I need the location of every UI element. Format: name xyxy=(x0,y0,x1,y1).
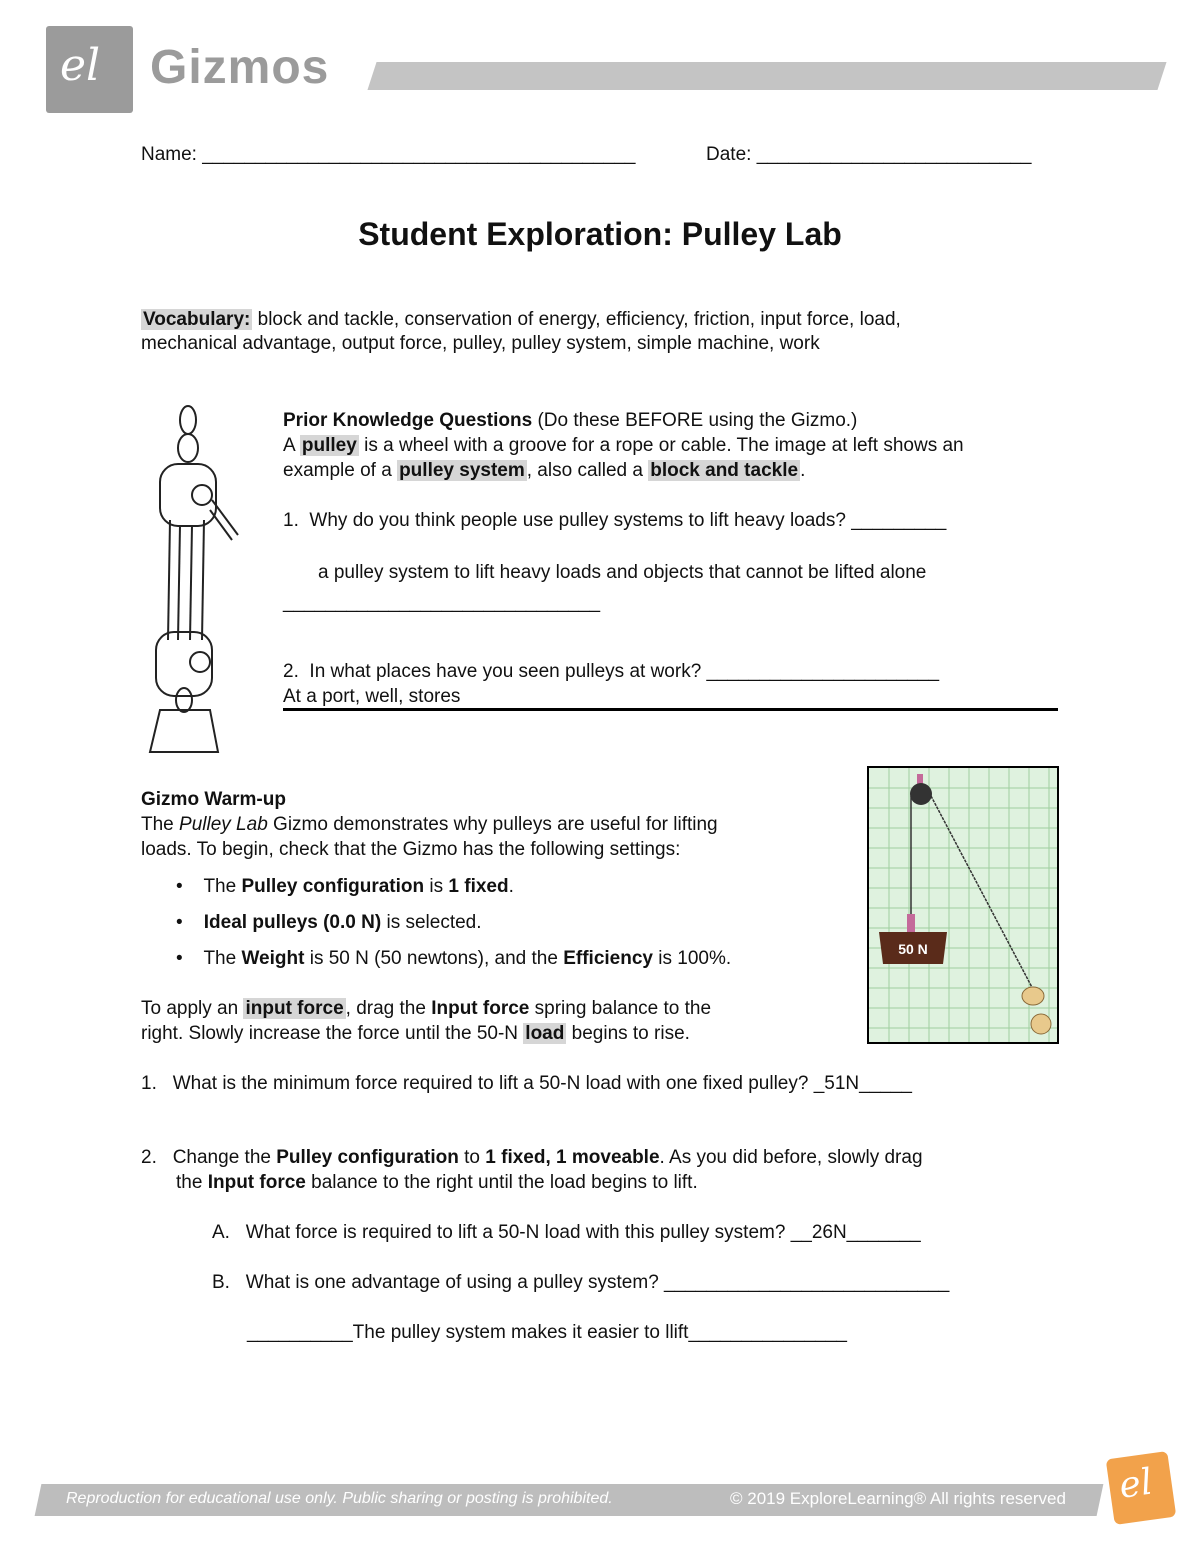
warmup-text: begins to rise. xyxy=(571,1023,690,1044)
warmup-apply-line-1 xyxy=(141,996,711,1021)
prior-question-2 xyxy=(283,659,939,684)
bullet-text: is 50 N (50 newtons), and the xyxy=(309,948,558,969)
prior-paragraph-1 xyxy=(283,433,964,458)
question-text: What is the minimum force required to lift a 50-N load with one fixed pulley? _51N_____ xyxy=(172,1073,912,1094)
prior-paragraph-2 xyxy=(283,458,805,483)
warmup-text: right. Slowly increase the force until the 50-N xyxy=(141,1023,519,1044)
warmup-question-1 xyxy=(141,1071,912,1096)
term-input-force: input force xyxy=(245,998,344,1019)
warmup-text: , drag the xyxy=(345,998,426,1019)
question-bold: 1 fixed, 1 moveable xyxy=(485,1147,660,1168)
warmup-question-2a xyxy=(212,1220,921,1245)
bullet-bold: Ideal pulleys (0.0 N) xyxy=(203,912,382,933)
vocabulary-line-1 xyxy=(141,307,901,332)
question-text: In what places have you seen pulleys at work? ______________________ xyxy=(309,661,940,682)
warmup-line-1 xyxy=(141,812,718,837)
question-bold: Pulley configuration xyxy=(276,1147,459,1168)
gizmo-simulation-preview xyxy=(867,766,1059,1044)
term-pulley: pulley xyxy=(301,435,357,456)
prior-answer-1: a pulley system to lift heavy loads and objects that cannot be lifted alone xyxy=(318,562,927,583)
question-text: Why do you think people use pulley systems to lift heavy loads? _________ xyxy=(309,510,947,531)
prior-heading xyxy=(283,408,857,433)
bullet-icon: • xyxy=(176,912,183,933)
footer-disclaimer: Reproduction for educational use only. Public sharing or posting is prohibited. xyxy=(66,1490,613,1507)
warmup-bold: Input force xyxy=(431,998,530,1019)
warmup-line-2: loads. To begin, check that the Gizmo has the following settings: xyxy=(141,839,681,860)
vocabulary-text-1: block and tackle, conservation of energy, efficiency, friction, input force, load, xyxy=(257,309,901,330)
bullet-text: The xyxy=(203,876,237,897)
bullet-text: is 100%. xyxy=(658,948,732,969)
simulation-graphic xyxy=(869,768,1057,1042)
answer-rule xyxy=(283,708,1058,711)
term-load: load xyxy=(525,1023,565,1044)
warmup-text: To apply an xyxy=(141,998,239,1019)
question-text: the xyxy=(176,1172,203,1193)
warmup-heading xyxy=(141,787,286,812)
warmup-question-2-line-2 xyxy=(176,1170,698,1195)
warmup-question-2 xyxy=(141,1145,923,1170)
bullet-icon: • xyxy=(176,948,183,969)
bullet-text: The xyxy=(203,948,237,969)
prior-answer-2: At a port, well, stores xyxy=(283,686,461,707)
logo-glyph: el xyxy=(60,40,101,91)
name-field xyxy=(141,142,636,167)
warmup-text: Gizmo demonstrates why pulleys are useful for lifting xyxy=(273,814,718,835)
bullet-bold: Pulley configuration xyxy=(241,876,425,897)
weight-label: 50 N xyxy=(898,941,928,957)
question-number: 1. xyxy=(141,1073,157,1094)
question-text: What is one advantage of using a pulley system? ___________________________ xyxy=(245,1272,950,1293)
name-blank: _________________________________________ xyxy=(202,144,636,165)
bullet-bold: Efficiency xyxy=(563,948,653,969)
footer-copyright: © 2019 ExploreLearning® All rights reserved xyxy=(730,1489,1066,1508)
brand-name: Gizmos xyxy=(150,41,330,94)
question-number: 2. xyxy=(283,661,299,682)
gizmo-name: Pulley Lab xyxy=(179,814,268,835)
question-text: . As you did before, slowly drag xyxy=(659,1147,923,1168)
question-letter: B. xyxy=(212,1272,230,1293)
question-bold: Input force xyxy=(207,1172,306,1193)
vocabulary-text-2: mechanical advantage, output force, pulley, pulley system, simple machine, work xyxy=(141,333,820,354)
question-text: Change the xyxy=(172,1147,271,1168)
warmup-text: The xyxy=(141,814,174,835)
prior-text: , also called a xyxy=(526,460,643,481)
prior-heading-note: (Do these BEFORE using the Gizmo.) xyxy=(537,410,858,431)
question-text: to xyxy=(464,1147,480,1168)
prior-text: A xyxy=(283,435,295,456)
prior-answer-1-blank: ______________________________ xyxy=(283,592,601,613)
bullet-bold: Weight xyxy=(241,948,305,969)
prior-question-1 xyxy=(283,508,946,533)
settings-bullet-3 xyxy=(176,946,731,971)
question-text: What force is required to lift a 50-N load with this pulley system? __26N_______ xyxy=(245,1222,921,1243)
footer-logo-glyph: el xyxy=(1116,1461,1155,1507)
warmup-heading-text: Gizmo Warm-up xyxy=(141,789,286,810)
prior-text: is a wheel with a groove for a rope or cable. The image at left shows an xyxy=(364,435,964,456)
prior-heading-title: Prior Knowledge Questions xyxy=(283,410,533,431)
settings-bullet-1 xyxy=(176,874,514,899)
header-bar xyxy=(367,62,1166,90)
bullet-text: . xyxy=(508,876,514,897)
bullet-icon: • xyxy=(176,876,183,897)
date-field xyxy=(706,142,1031,167)
warmup-text: spring balance to the xyxy=(534,998,712,1019)
bullet-text: is selected. xyxy=(386,912,482,933)
footer-logo xyxy=(1106,1451,1177,1525)
warmup-apply-line-2 xyxy=(141,1021,690,1046)
date-blank: __________________________ xyxy=(756,144,1032,165)
question-text: balance to the right until the load begins to lift. xyxy=(311,1172,698,1193)
question-number: 1. xyxy=(283,510,299,531)
term-block-and-tackle: block and tackle xyxy=(650,460,799,481)
brand-logo xyxy=(46,26,133,113)
prior-text: . xyxy=(800,460,806,481)
block-and-tackle-illustration xyxy=(140,400,250,760)
page-title: Student Exploration: Pulley Lab xyxy=(358,216,842,252)
name-label: Name: xyxy=(141,144,197,165)
term-pulley-system: pulley system xyxy=(399,460,525,481)
warmup-answer-2b: __________The pulley system makes it easier to llift_______________ xyxy=(247,1322,847,1343)
settings-bullet-2 xyxy=(176,910,482,935)
bullet-bold: 1 fixed xyxy=(448,876,509,897)
date-label: Date: xyxy=(706,144,752,165)
question-number: 2. xyxy=(141,1147,157,1168)
vocabulary-label: Vocabulary: xyxy=(143,309,251,330)
bullet-text: is xyxy=(429,876,444,897)
question-letter: A. xyxy=(212,1222,230,1243)
prior-text: example of a xyxy=(283,460,392,481)
warmup-question-2b xyxy=(212,1270,949,1295)
